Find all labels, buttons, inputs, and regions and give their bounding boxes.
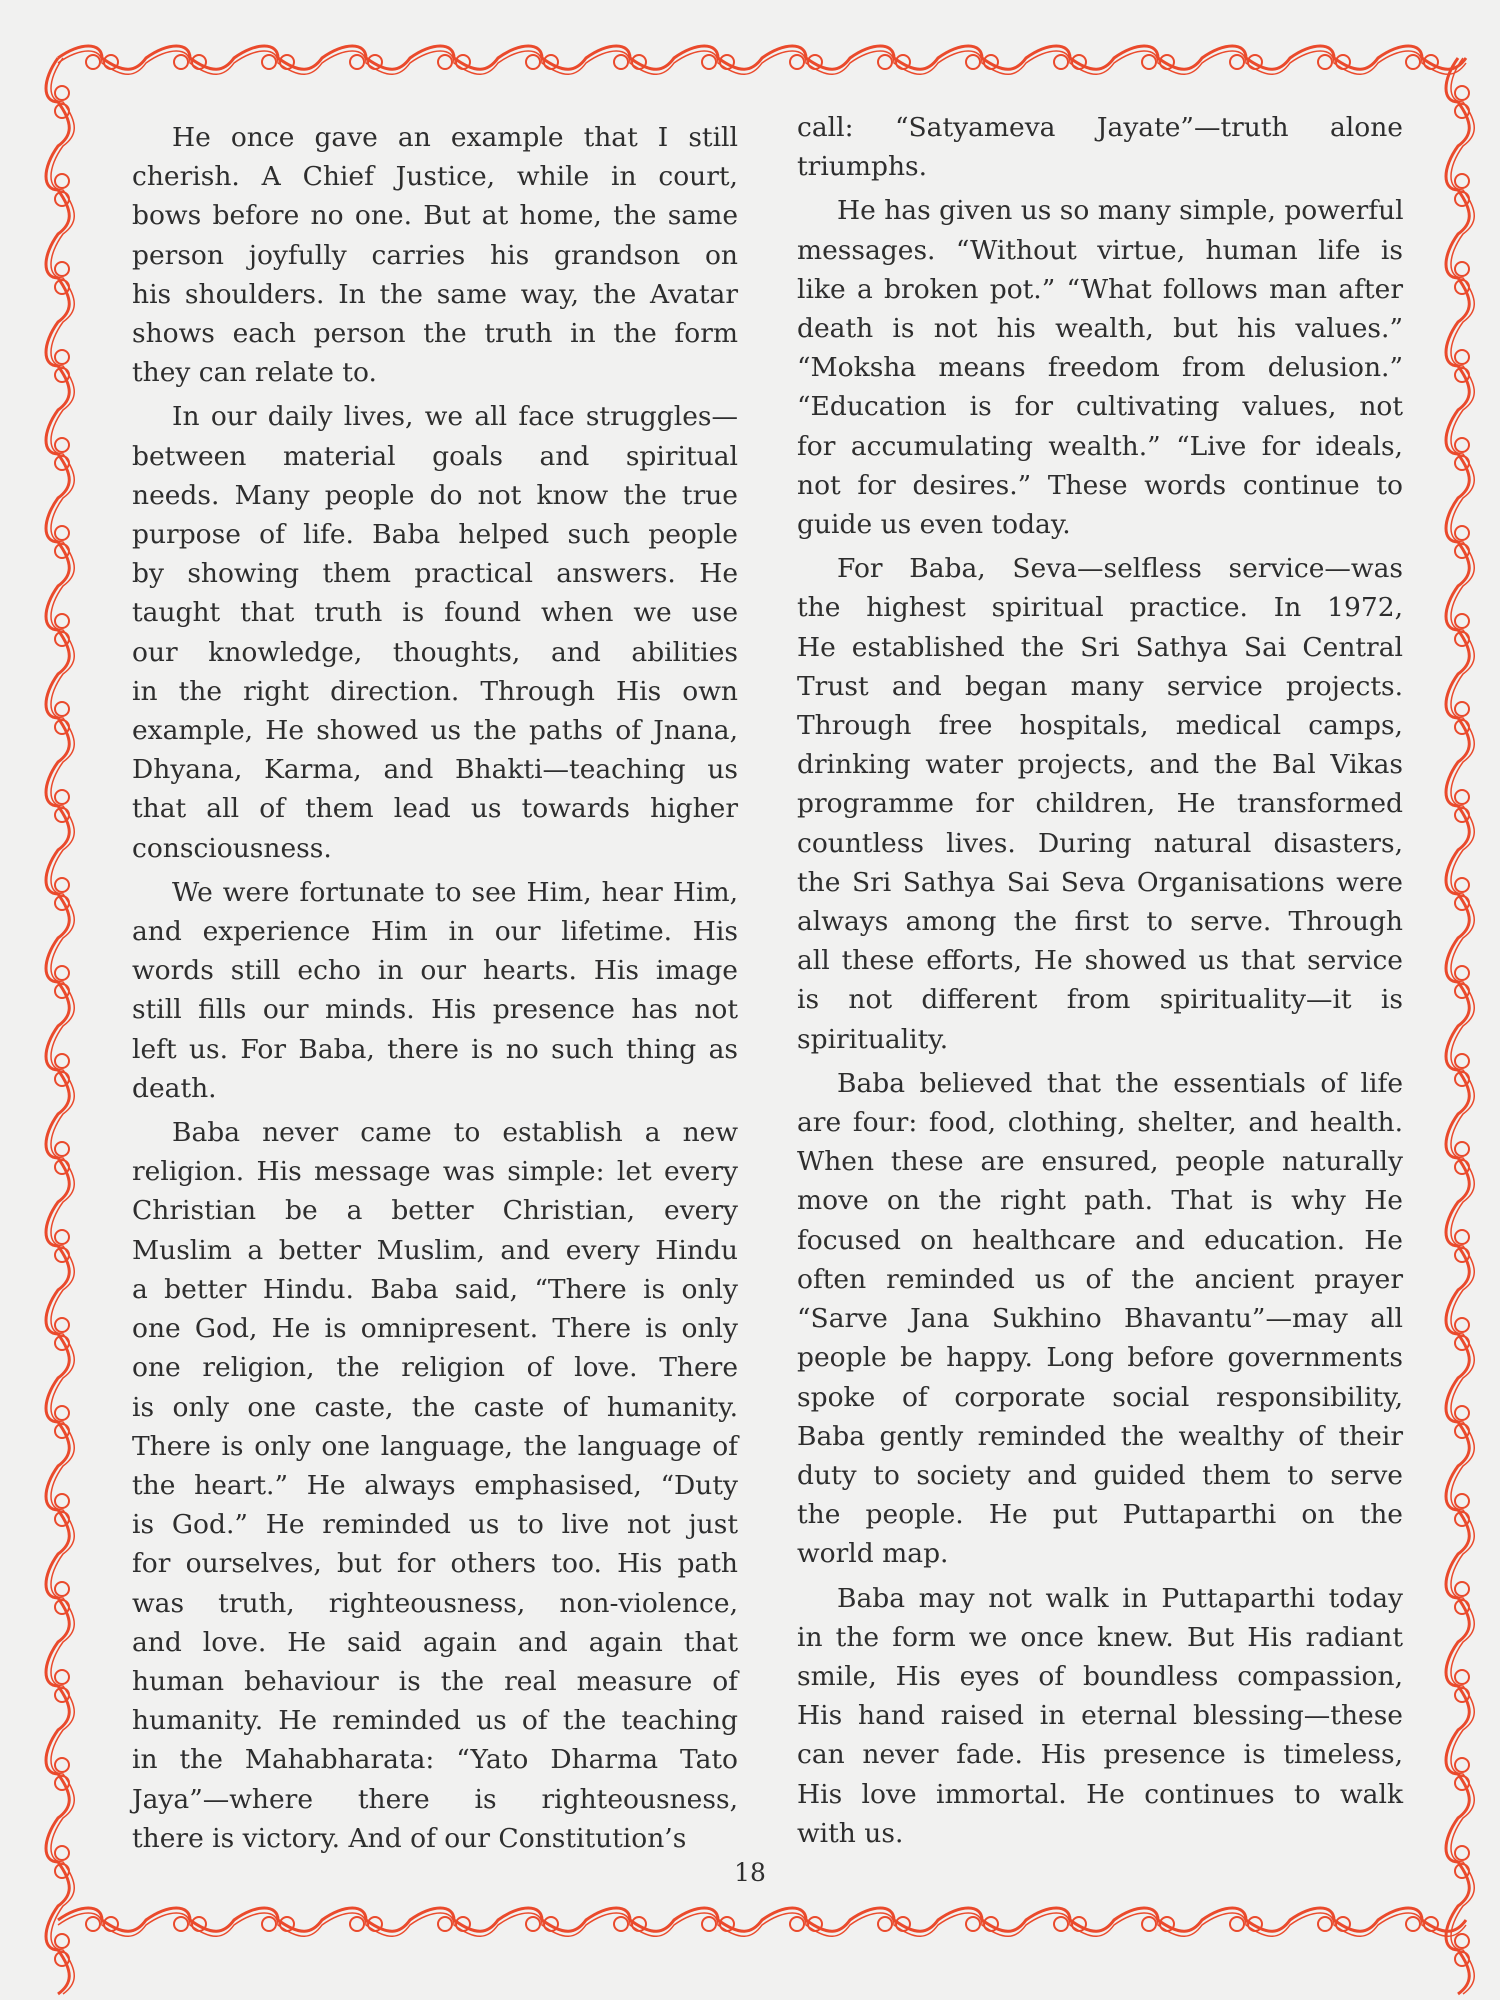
border-flourish [55, 1318, 69, 1332]
border-flourish [1455, 966, 1469, 980]
border-flourish [1230, 55, 1244, 69]
text-line: “Moksha means freedom from delusion.” [797, 352, 1403, 384]
paragraph [132, 118, 738, 392]
border-flourish [1455, 526, 1469, 540]
border-flourish [966, 1917, 980, 1931]
paragraph [132, 873, 738, 1108]
border-flourish [55, 1582, 69, 1596]
border-flourish [55, 350, 69, 364]
text-line: one religion, the religion of love. There [132, 1352, 738, 1384]
border-flourish [55, 1142, 69, 1156]
border-flourish [174, 55, 188, 69]
text-line: duty to society and guided them to serve [797, 1459, 1403, 1491]
text-line: He once gave an example that I still [172, 122, 738, 153]
text-line: a better Hindu. Baba said, “There is only [132, 1273, 738, 1305]
border-flourish [1455, 86, 1469, 100]
text-line: is God.” He reminded us to live not just [132, 1509, 738, 1541]
border-flourish [1406, 1917, 1420, 1931]
text-line: focused on healthcare and education. He [797, 1224, 1403, 1256]
border-flourish [790, 1917, 804, 1931]
border-flourish [55, 702, 69, 716]
text-line: death. [132, 1072, 217, 1104]
border-flourish [1230, 1917, 1244, 1931]
paragraph [797, 1579, 1403, 1853]
border-flourish [1406, 55, 1420, 69]
text-line: his shoulders. In the same way, the Avatar [132, 278, 738, 310]
text-line: Baba never came to establish a new [172, 1117, 738, 1149]
border-flourish [1455, 1230, 1469, 1244]
paragraph [797, 108, 1403, 186]
text-line: messages. “Without virtue, human life is [797, 234, 1403, 266]
text-line: example, He showed us the paths of Jnana, [132, 715, 738, 747]
right-column [797, 108, 1403, 1858]
paragraph [132, 1113, 738, 1858]
text-line: Christian be a better Christian, every [132, 1195, 738, 1227]
border-flourish [1142, 55, 1156, 69]
border-flourish [51, 58, 74, 1994]
border-flourish [1455, 438, 1469, 452]
text-line: words still echo in our hearts. His image [132, 955, 738, 987]
text-line: religion. His message was simple: let every [132, 1156, 738, 1188]
border-flourish [614, 1917, 628, 1931]
text-line: the people. He put Puttaparthi on the [797, 1499, 1403, 1531]
text-line: smile, His eyes of boundless compassion, [797, 1660, 1403, 1692]
text-line: needs. Many people do not know the true [132, 479, 738, 511]
text-line: His love immortal. He continues to walk [797, 1778, 1403, 1810]
border-flourish [1455, 1758, 1469, 1772]
text-line: they can relate to. [132, 357, 377, 389]
border-flourish [55, 174, 69, 188]
text-line: For Baba, Seva—selfless service—was [837, 553, 1403, 585]
paragraph [797, 191, 1403, 544]
text-line: Baba may not walk in Puttaparthi today [837, 1582, 1403, 1614]
text-line: spoke of corporate social responsibility, [797, 1381, 1403, 1413]
text-line: often reminded us of the ancient prayer [797, 1263, 1403, 1295]
border-flourish [966, 55, 980, 69]
border-flourish [1318, 1917, 1332, 1931]
text-line: in the form we once knew. But His radiant [797, 1621, 1403, 1653]
border-flourish [55, 614, 69, 628]
border-flourish [55, 86, 69, 100]
left-column [132, 118, 738, 1863]
text-line: world map. [797, 1538, 949, 1570]
border-flourish [174, 1917, 188, 1931]
paragraph [797, 549, 1403, 1059]
text-line: person joyfully carries his grandson on [132, 239, 738, 271]
text-line: in the Mahabharata: “Yato Dharma Tato [132, 1744, 738, 1776]
border-flourish [55, 878, 69, 892]
border-flourish [55, 1406, 69, 1420]
text-line: can never fade. His presence is timeless, [797, 1739, 1403, 1771]
text-line: Muslim a better Muslim, and every Hindu [132, 1234, 738, 1266]
text-line: call: “Satyameva Jayate”—truth alone [797, 112, 1403, 143]
border-flourish [55, 438, 69, 452]
text-line: our knowledge, thoughts, and abilities [132, 636, 738, 668]
text-line: drinking water projects, and the Bal Vikas [797, 749, 1403, 781]
text-line: He has given us so many simple, powerful [837, 195, 1404, 227]
text-line: purpose of life. Baba helped such people [132, 519, 738, 551]
text-line: bows before no one. But at home, the same [132, 200, 738, 232]
border-flourish [526, 55, 540, 69]
text-line: He established the Sri Sathya Sai Central [797, 631, 1403, 663]
border-flourish [55, 1054, 69, 1068]
border-flourish [55, 1758, 69, 1772]
border-flourish [55, 1494, 69, 1508]
border-flourish [1451, 58, 1474, 1994]
border-flourish [1054, 55, 1068, 69]
text-line: There is only one language, the language of [132, 1430, 738, 1462]
text-line: Trust and began many service projects. [797, 670, 1403, 702]
text-line: was truth, righteousness, non-violence, [132, 1587, 738, 1619]
border-flourish [1455, 1670, 1469, 1684]
text-line: We were fortunate to see Him, hear Him, [172, 876, 738, 908]
text-line: cherish. A Chief Justice, while in court, [132, 161, 738, 193]
paragraph [132, 397, 738, 867]
text-line: for accumulating wealth.” “Live for ideals, [797, 430, 1403, 462]
border-flourish [438, 55, 452, 69]
text-line: left us. For Baba, there is no such thing as [132, 1033, 738, 1065]
border-flourish [702, 55, 716, 69]
text-line: Jaya”—where there is righteousness, [132, 1783, 738, 1815]
paragraph [797, 1064, 1403, 1574]
border-flourish [1455, 1582, 1469, 1596]
text-line: spirituality. [797, 1023, 949, 1055]
text-line: “Sarve Jana Sukhino Bhavantu”—may all [797, 1303, 1403, 1335]
text-line: countless lives. During natural disasters, [797, 827, 1403, 859]
text-line: and experience Him in our lifetime. His [132, 916, 738, 948]
border-flourish [1455, 1318, 1469, 1332]
border-flourish [58, 46, 1466, 69]
border-flourish [55, 262, 69, 276]
text-line: is only one caste, the caste of humanity. [132, 1391, 738, 1423]
border-flourish [55, 790, 69, 804]
text-line: always among the first to serve. Through [797, 906, 1403, 938]
text-line: consciousness. [132, 832, 332, 864]
text-line: all these efforts, He showed us that service [797, 945, 1403, 977]
border-flourish [878, 1917, 892, 1931]
border-flourish [46, 58, 69, 1994]
text-line: human behaviour is the real measure of [132, 1665, 738, 1697]
border-flourish [1446, 58, 1469, 1994]
text-line: the highest spiritual practice. In 1972, [797, 592, 1403, 624]
border-flourish [438, 1917, 452, 1931]
border-flourish [55, 1670, 69, 1684]
border-flourish [1455, 878, 1469, 892]
border-flourish [262, 1917, 276, 1931]
border-flourish [262, 55, 276, 69]
text-line: “Education is for cultivating values, not [797, 391, 1403, 423]
page-number: 18 [734, 1858, 766, 1887]
text-line: and love. He said again and again that [132, 1626, 738, 1658]
text-line: for ourselves, but for others too. His path [132, 1548, 738, 1580]
text-line: death is not his wealth, but his values.” [797, 313, 1403, 345]
text-line: Baba gently reminded the wealthy of their [797, 1420, 1403, 1452]
text-line: people be happy. Long before governments [797, 1342, 1403, 1374]
border-flourish [86, 1917, 100, 1931]
border-flourish [790, 55, 804, 69]
text-line: in the right direction. Through His own [132, 675, 738, 707]
text-line: by showing them practical answers. He [132, 558, 738, 590]
text-line: Through free hospitals, medical camps, [797, 710, 1403, 742]
border-flourish [1455, 262, 1469, 276]
border-flourish [702, 1917, 716, 1931]
border-flourish [1455, 1934, 1469, 1948]
text-line: Baba believed that the essentials of life [837, 1067, 1403, 1099]
text-line: the heart.” He always emphasised, “Duty [132, 1469, 738, 1501]
border-flourish [55, 1230, 69, 1244]
border-flourish [350, 1917, 364, 1931]
border-flourish [1054, 1917, 1068, 1931]
text-line: His hand raised in eternal blessing—these [797, 1700, 1403, 1732]
border-flourish [1455, 1406, 1469, 1420]
border-flourish [1455, 702, 1469, 716]
text-line: there is victory. And of our Constitution’s [132, 1822, 687, 1854]
border-flourish [1455, 614, 1469, 628]
text-line: the Sri Sathya Sai Seva Organisations were [797, 866, 1403, 898]
border-flourish [1455, 790, 1469, 804]
border-flourish [1455, 1054, 1469, 1068]
border-flourish [350, 55, 364, 69]
text-line: still fills our minds. His presence has not [132, 994, 738, 1026]
text-line: programme for children, He transformed [797, 788, 1403, 820]
text-line: Dhyana, Karma, and Bhakti—teaching us [132, 754, 738, 786]
text-line: between material goals and spiritual [132, 440, 738, 472]
text-line: not for desires.” These words continue to [797, 469, 1403, 501]
border-flourish [1455, 1142, 1469, 1156]
text-line: guide us even today. [797, 509, 1071, 541]
text-line: that all of them lead us towards higher [132, 793, 738, 825]
text-line: one God, He is omnipresent. There is only [132, 1313, 738, 1345]
border-flourish [86, 55, 100, 69]
text-line: shows each person the truth in the form [132, 318, 738, 350]
border-flourish [1142, 1917, 1156, 1931]
border-flourish [1455, 174, 1469, 188]
text-line: humanity. He reminded us of the teaching [132, 1705, 738, 1737]
text-line: are four: food, clothing, shelter, and health. [797, 1107, 1403, 1139]
border-flourish [878, 55, 892, 69]
text-line: When these are ensured, people naturally [797, 1146, 1403, 1178]
border-flourish [614, 55, 628, 69]
text-line: In our daily lives, we all face struggles— [172, 401, 738, 433]
border-flourish [1455, 1494, 1469, 1508]
text-line: triumphs. [797, 151, 928, 183]
border-flourish [526, 1917, 540, 1931]
text-line: with us. [797, 1817, 904, 1849]
border-flourish [55, 526, 69, 540]
border-flourish [58, 1908, 1466, 1931]
border-flourish [55, 966, 69, 980]
text-line: is not different from spirituality—it is [797, 984, 1403, 1016]
border-flourish [1318, 55, 1332, 69]
border-flourish [1455, 350, 1469, 364]
border-flourish [55, 1934, 69, 1948]
text-line: move on the right path. That is why He [797, 1185, 1403, 1217]
text-line: like a broken pot.” “What follows man after [797, 273, 1403, 305]
text-line: taught that truth is found when we use [132, 597, 738, 629]
